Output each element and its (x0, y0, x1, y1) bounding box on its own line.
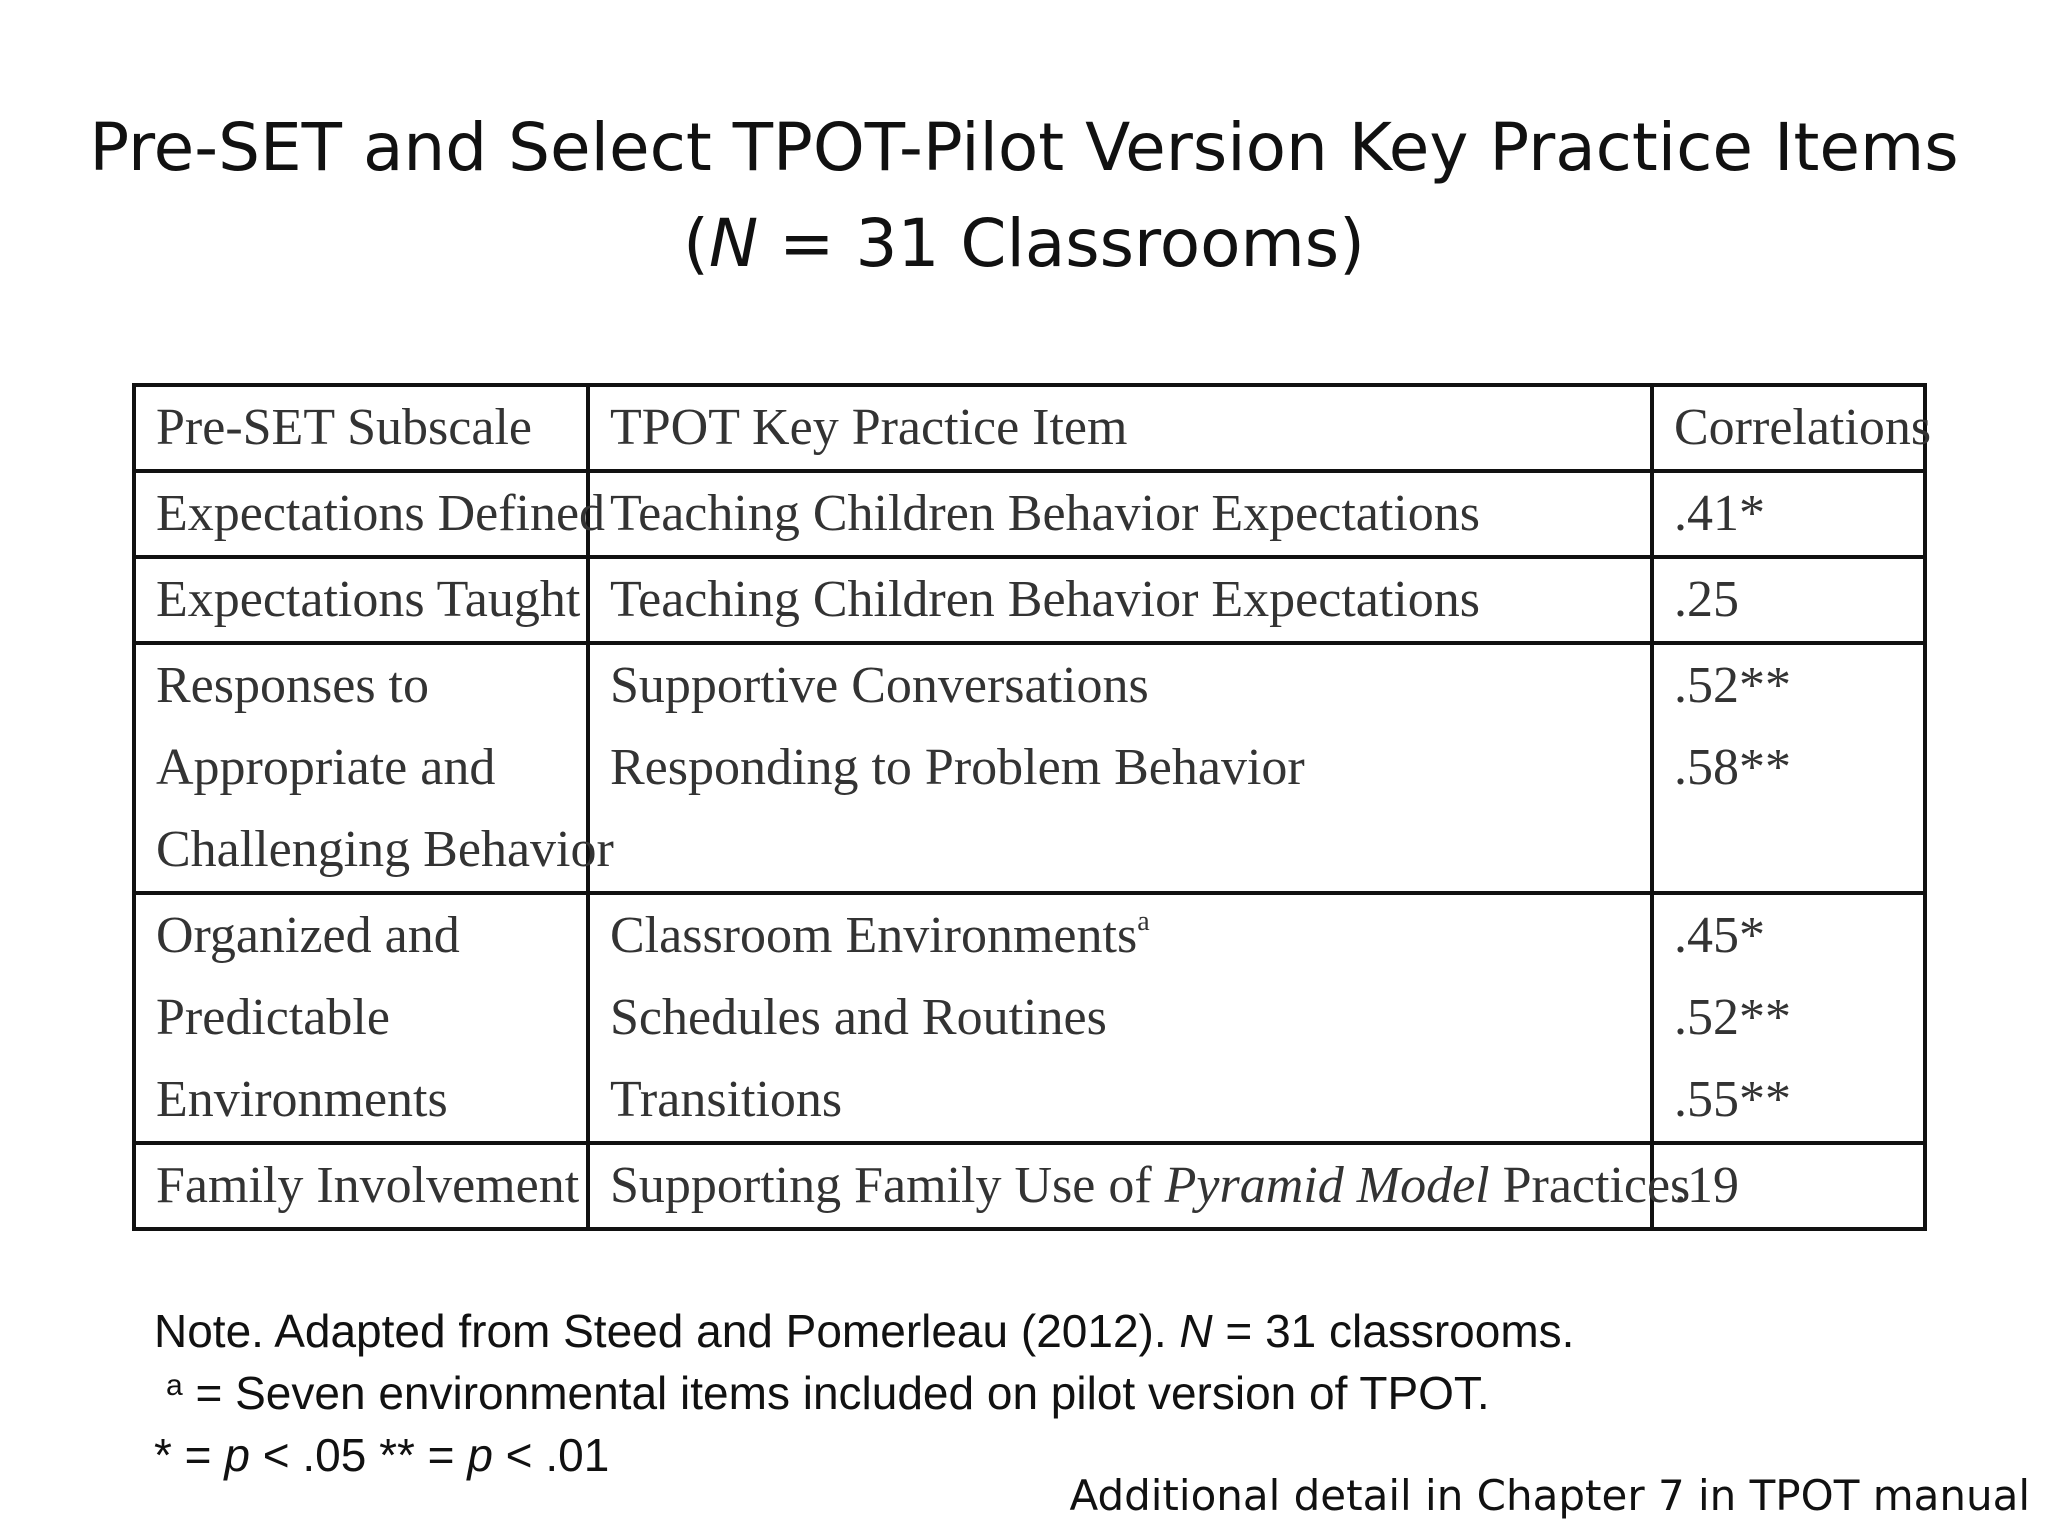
correlation-cell (1652, 643, 1925, 893)
correlation-cell (1652, 893, 1925, 1143)
footnote-marker: a (1137, 906, 1150, 937)
table-row (134, 643, 1925, 893)
table-row (134, 557, 1925, 643)
practice-item-text: Schedules and Routines (610, 989, 1107, 1046)
correlation-value: .25 (1674, 571, 1739, 628)
header-correlations: Correlations (1652, 385, 1925, 471)
correlation-value: .45* (1674, 907, 1765, 964)
note-line-2 (154, 1362, 1574, 1424)
practice-item-text: Teaching Children Behavior Expectations (610, 485, 1480, 542)
note-n-symbol: N (1179, 1305, 1213, 1357)
title-open-paren: ( (683, 205, 709, 282)
correlation-cell (1652, 557, 1925, 643)
correlation-value: .41* (1674, 485, 1765, 542)
note-footnote-text: = Seven environmental items included on pilot version of TPOT. (182, 1367, 1490, 1419)
subscale-text: Organized and (156, 907, 460, 964)
note-footnote-marker: a (166, 1369, 183, 1402)
subscale-text: Challenging Behavior (156, 821, 614, 878)
table-note (154, 1300, 1574, 1486)
header-practice-item: TPOT Key Practice Item (588, 385, 1652, 471)
note-sig-b: < .05 ** = (249, 1429, 468, 1481)
correlation-cell (1652, 471, 1925, 557)
correlation-value: .19 (1674, 1157, 1739, 1214)
header-subscale: Pre-SET Subscale (134, 385, 588, 471)
title-line-2 (0, 196, 2048, 292)
slide-title (0, 100, 2048, 292)
note-p-symbol: p (467, 1429, 493, 1481)
practice-item-line (610, 1145, 1691, 1227)
subscale-text: Family Involvement (156, 1157, 580, 1214)
note-classrooms: = 31 classrooms. (1212, 1305, 1575, 1357)
table-header-row (134, 385, 1925, 471)
practice-item-text: Supportive Conversations (610, 657, 1149, 714)
subscale-text: Predictable (156, 989, 390, 1046)
practice-item-line (610, 895, 1632, 977)
title-n-symbol: N (708, 205, 759, 282)
practice-item-cell (588, 1143, 1691, 1229)
practice-item-cell (588, 471, 1652, 557)
correlation-value: .52** (1674, 657, 1791, 714)
table-row (134, 893, 1925, 1143)
table-row (134, 471, 1925, 557)
practice-item-suffix: Practices (1489, 1157, 1691, 1214)
practice-item-cell (588, 557, 1652, 643)
subscale-text: Expectations Defined (156, 485, 606, 542)
subscale-cell (134, 471, 606, 557)
note-sig-c: < .01 (492, 1429, 610, 1481)
correlation-value: .52** (1674, 989, 1791, 1046)
practice-item-text: Transitions (610, 1071, 843, 1128)
practice-item-text: Classroom Environments (610, 907, 1138, 964)
correlation-cell (1652, 1143, 1925, 1229)
subscale-text: Responses to (156, 657, 429, 714)
correlation-table (132, 383, 1932, 1231)
subscale-cell (134, 893, 588, 1143)
subscale-text: Expectations Taught (156, 571, 581, 628)
subscale-text: Environments (156, 1071, 448, 1128)
practice-item-italic: Pyramid Model (1164, 1157, 1490, 1214)
practice-item-text: Teaching Children Behavior Expectations (610, 571, 1480, 628)
practice-item-prefix: Supporting Family Use of (610, 1157, 1165, 1214)
practice-item-cell (588, 893, 1652, 1143)
subscale-cell (134, 557, 588, 643)
note-line-1 (154, 1300, 1574, 1362)
correlation-value: .58** (1674, 739, 1791, 796)
note-source: Note. Adapted from Steed and Pomerleau (2012). (154, 1305, 1180, 1357)
title-classrooms: = 31 Classrooms) (758, 205, 1365, 282)
additional-detail: Additional detail in Chapter 7 in TPOT manual (1069, 1471, 2030, 1520)
note-p-symbol: p (224, 1429, 250, 1481)
correlation-value: .55** (1674, 1071, 1791, 1128)
note-sig-a: * = (154, 1429, 225, 1481)
practice-item-text: Responding to Problem Behavior (610, 739, 1305, 796)
title-line-1: Pre-SET and Select TPOT-Pilot Version Key Practice Items (89, 109, 1959, 186)
practice-item-cell (588, 643, 1652, 893)
subscale-text: Appropriate and (156, 739, 496, 796)
subscale-cell (134, 643, 614, 893)
table-row (134, 1143, 1925, 1229)
subscale-cell (134, 1143, 588, 1229)
